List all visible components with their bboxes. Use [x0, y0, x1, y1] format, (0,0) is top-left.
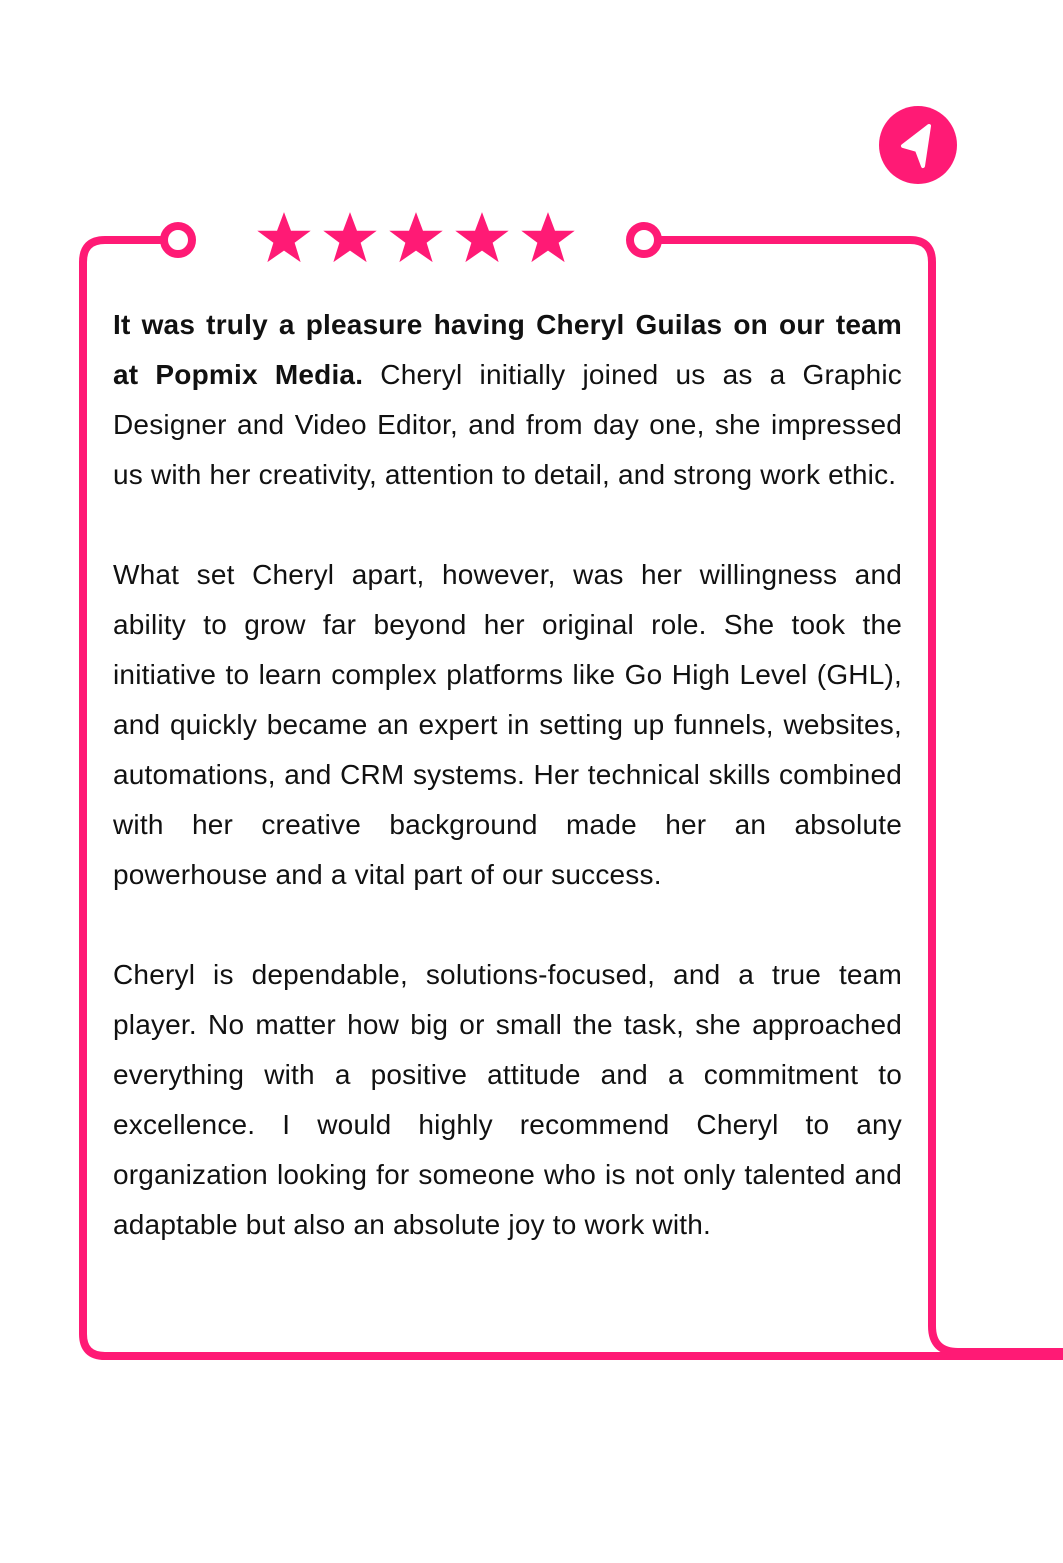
arrow-left-icon	[879, 106, 957, 184]
rating-stars	[252, 206, 580, 276]
star-icon	[252, 206, 316, 270]
star-icon	[516, 206, 580, 270]
star-icon	[318, 206, 382, 270]
testimonial-paragraph-1	[113, 300, 902, 500]
frame-node-right	[630, 226, 658, 254]
star-icon	[384, 206, 448, 270]
testimonial-paragraph-3: Cheryl is dependable, solutions-focused, and a true team player. No matter how big or small the task, she approached everything with a positive attitude and a commitment to excellence. I would highly recommend Cheryl to any organization looking for someone who is not only talented and adaptable but also an absolute joy to work with.	[113, 959, 902, 1240]
star-icon	[450, 206, 514, 270]
testimonial-lead: It was truly a pleasure having Cheryl Guilas on our team at Popmix Media.	[113, 309, 902, 390]
testimonial-body	[113, 300, 902, 1250]
back-button[interactable]	[879, 106, 957, 184]
testimonial-paragraph-2: What set Cheryl apart, however, was her willingness and ability to grow far beyond her original role. She took the initiative to learn complex platforms like Go High Level (GHL), and quickly became an expert in setting up funnels, websites, automations, and CRM systems. Her technical skills combined with her creative background made her an absolute powerhouse and a vital part of our success.	[113, 559, 902, 890]
frame-node-left	[164, 226, 192, 254]
testimonial-paragraph-1-text: Cheryl initially joined us as a Graphic Designer and Video Editor, and from day one, she impressed us with her creativity, attention to detail, and strong work ethic.	[113, 359, 902, 490]
